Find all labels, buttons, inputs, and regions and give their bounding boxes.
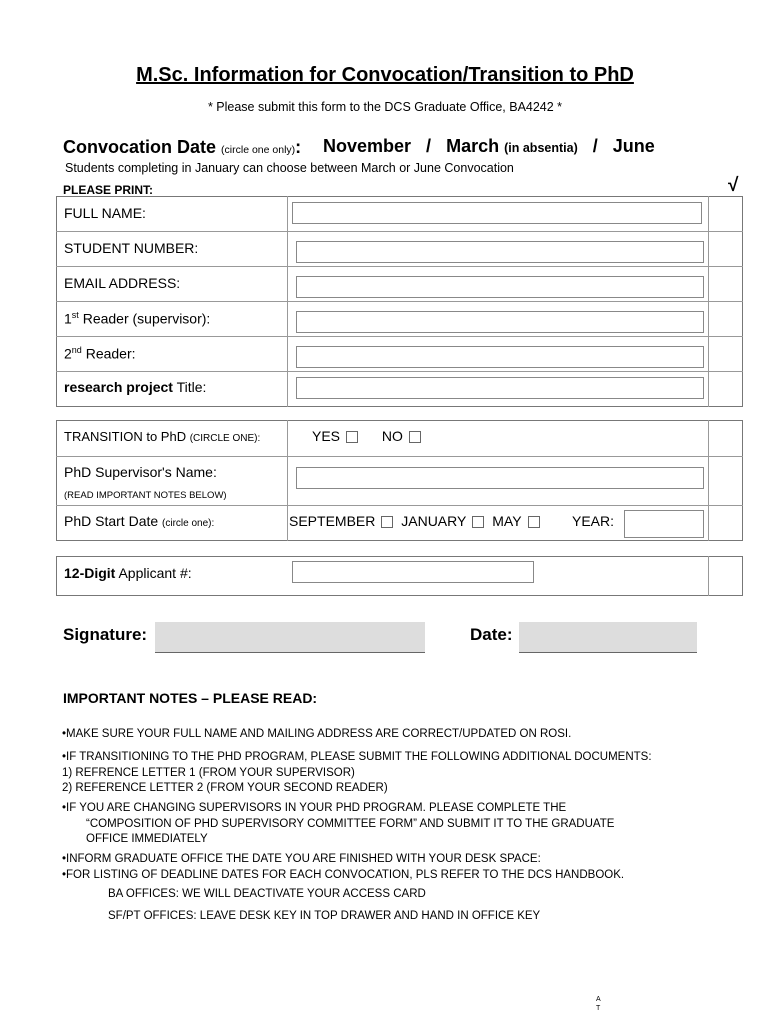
reader1-text: Reader (supervisor): (78, 310, 211, 327)
phd-start-note: (circle one): (162, 518, 215, 529)
phd-supervisor-input[interactable] (296, 467, 704, 489)
note-6: BA OFFICES: WE WILL DEACTIVATE YOUR ACCESS CARD (108, 888, 426, 900)
option-march-note: (in absentia) (504, 141, 578, 155)
second-reader-input[interactable] (296, 346, 704, 368)
phd-supervisor-note: (READ IMPORTANT NOTES BELOW) (64, 490, 227, 501)
start-options (289, 513, 544, 529)
research-project-input[interactable] (296, 377, 704, 399)
transition-label-text: TRANSITION to PhD (64, 429, 190, 444)
date-label: Date: (470, 625, 513, 644)
transition-label-note: (CIRCLE ONE): (189, 433, 261, 444)
please-print-label: PLEASE PRINT: (63, 183, 154, 197)
yes-checkbox[interactable] (346, 431, 358, 443)
email-label: EMAIL ADDRESS: (64, 275, 181, 291)
note-3c: OFFICE IMMEDIATELY (86, 833, 208, 845)
reader2-number: 2 (64, 345, 72, 362)
separator: / (426, 136, 432, 156)
no-checkbox[interactable] (409, 431, 421, 443)
page-title: M.Sc. Information for Convocation/Transition to PhD (136, 64, 634, 86)
applicant-number-input[interactable] (292, 561, 534, 583)
option-march[interactable]: March (446, 136, 500, 156)
research-project-bold: research project (64, 379, 173, 395)
notes-title: IMPORTANT NOTES – PLEASE READ: (63, 690, 318, 706)
convocation-date-label (63, 137, 301, 158)
note-5: •FOR LISTING OF DEADLINE DATES FOR EACH CONVOCATION, PLS REFER TO THE DCS HANDBOOK. (62, 869, 625, 881)
applicant-bold: 12-Digit (64, 565, 116, 581)
convocation-note: Students completing in January can choose between March or June Convocation (65, 161, 514, 175)
first-reader-label (64, 310, 210, 327)
full-name-input[interactable] (292, 202, 702, 224)
research-project-label (64, 379, 206, 395)
september-checkbox[interactable] (381, 516, 393, 528)
transition-options (312, 428, 425, 444)
phd-start-label (64, 513, 214, 529)
date-input[interactable] (519, 622, 697, 653)
footer-mark-a: A (596, 996, 601, 1003)
option-november[interactable]: November (323, 136, 412, 156)
phd-supervisor-label: PhD Supervisor's Name: (64, 464, 217, 480)
note-2a: 1) REFRENCE LETTER 1 (FROM YOUR SUPERVISOR) (62, 767, 355, 779)
signature-input[interactable] (155, 622, 425, 653)
transition-label (64, 429, 260, 444)
reader2-suffix: nd (71, 345, 82, 355)
may-option: MAY (492, 513, 522, 529)
student-number-input[interactable] (296, 241, 704, 263)
note-3b: “COMPOSITION OF PHD SUPERVISORY COMMITTEE FORM” AND SUBMIT IT TO THE GRADUATE (86, 818, 615, 830)
may-checkbox[interactable] (528, 516, 540, 528)
yes-option: YES (312, 428, 341, 444)
convocation-label-note: (circle one only) (221, 144, 296, 156)
note-7: SF/PT OFFICES: LEAVE DESK KEY IN TOP DRAWER AND HAND IN OFFICE KEY (108, 910, 541, 922)
note-3a: •IF YOU ARE CHANGING SUPERVISORS IN YOUR PHD PROGRAM. PLEASE COMPLETE THE (62, 802, 567, 814)
year-label: YEAR: (572, 513, 615, 529)
phd-start-label-text: PhD Start Date (64, 513, 163, 529)
convocation-options (323, 136, 655, 157)
note-2b: 2) REFERENCE LETTER 2 (FROM YOUR SECOND READER) (62, 782, 388, 794)
january-option: JANUARY (401, 513, 467, 529)
option-june[interactable]: June (612, 136, 655, 156)
submission-instruction: * Please submit this form to the DCS Graduate Office, BA4242 * (207, 100, 563, 114)
footer-mark-t: T (596, 1005, 601, 1012)
convocation-label-text: Convocation Date (63, 137, 217, 157)
applicant-text: Applicant #: (115, 565, 192, 581)
no-option: NO (381, 428, 403, 444)
year-input[interactable] (624, 510, 704, 538)
full-name-label: FULL NAME: (64, 205, 146, 221)
reader1-number: 1 (64, 310, 72, 327)
note-2: •IF TRANSITIONING TO THE PHD PROGRAM, PLEASE SUBMIT THE FOLLOWING ADDITIONAL DOCUMENTS: (62, 751, 652, 763)
signature-label: Signature: (63, 625, 148, 644)
research-project-text: Title: (172, 379, 207, 395)
student-number-label: STUDENT NUMBER: (64, 240, 199, 256)
note-1: •MAKE SURE YOUR FULL NAME AND MAILING ADDRESS ARE CORRECT/UPDATED ON ROSI. (62, 728, 572, 740)
reader2-text: Reader: (81, 345, 136, 362)
january-checkbox[interactable] (472, 516, 484, 528)
separator: / (592, 136, 598, 156)
convocation-colon: : (295, 137, 302, 157)
first-reader-input[interactable] (296, 311, 704, 333)
note-4: •INFORM GRADUATE OFFICE THE DATE YOU ARE FINISHED WITH YOUR DESK SPACE: (62, 853, 541, 865)
september-option: SEPTEMBER (289, 513, 376, 529)
applicant-number-label (64, 565, 192, 581)
checkmark-icon: √ (728, 175, 739, 196)
email-input[interactable] (296, 276, 704, 298)
second-reader-label (64, 345, 136, 362)
reader1-suffix: st (71, 310, 79, 320)
